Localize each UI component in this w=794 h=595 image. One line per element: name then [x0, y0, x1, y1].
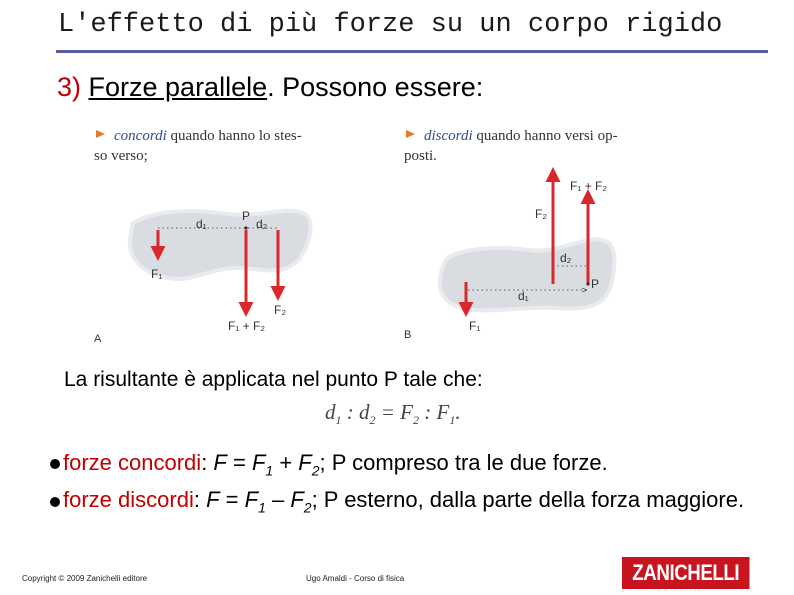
panel-b-label-f2: F₂: [535, 207, 547, 221]
panel-a-label-sum: F₁ + F₂: [228, 319, 266, 333]
formula-end: .: [455, 400, 461, 424]
sym-sub2: 2: [311, 462, 320, 479]
panel-a: [88, 128, 388, 348]
formula-f2: F: [400, 400, 413, 424]
panel-b-caption-marker-icon: [406, 130, 415, 138]
sym-f: F: [206, 487, 220, 513]
sym-sub2: 2: [303, 499, 312, 516]
resultant-statement: La risultante è applicata nel punto P tale che:: [64, 368, 483, 391]
course-footer: Ugo Amaldi - Corso di fisica: [306, 574, 405, 583]
panel-b-corner-label: B: [404, 329, 412, 341]
sym-sub1: 1: [265, 462, 274, 479]
title-underline: [56, 50, 768, 53]
bullet-dot-icon: [50, 459, 60, 469]
sym-eq: =: [219, 487, 245, 513]
panel-b-caption-line2: posti.: [404, 148, 437, 164]
panel-b-label-d2: d₂: [560, 251, 572, 265]
bullet-dot-icon: [50, 497, 60, 507]
parallel-forces-figure: [88, 118, 668, 348]
sym-plus: +: [273, 450, 299, 475]
panel-a-caption-marker-icon: [96, 130, 105, 138]
sym-f2: F: [298, 450, 312, 475]
panel-a-label-f2: F₂: [274, 303, 286, 317]
bullet-discordi-rest: ; P esterno, dalla parte della forza maggiore.: [311, 487, 745, 513]
panel-a-label-p: P: [242, 209, 251, 223]
bullet-concordi-rest: ; P compreso tra le due forze.: [319, 450, 608, 475]
sym-f1: F: [251, 450, 266, 475]
bullet-list: [50, 448, 770, 523]
bullet-concordi-formula: [213, 450, 320, 479]
formula-sub2: 2: [369, 413, 376, 428]
panel-b-caption-em: discordi: [424, 128, 473, 144]
panel-a-caption-rest: quando hanno lo stes-: [166, 128, 302, 144]
formula-eq: =: [375, 400, 401, 424]
panel-a-label-d1: d₁: [196, 217, 207, 231]
sym-f: F: [213, 450, 227, 475]
zanichelli-logo: ZANICHELLI: [622, 557, 750, 589]
section-heading: [57, 72, 483, 103]
formula-colon1: :: [341, 400, 359, 424]
formula-sub1: 1: [335, 413, 342, 428]
panel-a-point-p: [244, 226, 247, 229]
bullet-discordi: [50, 485, 770, 522]
formula-colon2: :: [419, 400, 437, 424]
sym-eq: =: [226, 450, 252, 475]
sym-f2: F: [290, 487, 304, 513]
bullet-discordi-label: forze discordi: [63, 487, 194, 513]
formula-fsub1: 1: [449, 413, 456, 428]
section-heading-rest: . Possono essere:: [267, 72, 484, 102]
ratio-formula: [325, 400, 461, 428]
bullet-discordi-formula: [206, 487, 312, 516]
panel-b-label-f1: F₁: [469, 319, 481, 333]
panel-a-label-d2: d₂: [256, 217, 268, 231]
panel-b: [404, 128, 618, 341]
section-number: 3): [57, 72, 89, 102]
formula-d1: d: [325, 400, 336, 424]
panel-a-corner-label: A: [94, 333, 102, 345]
panel-a-label-f1: F₁: [151, 267, 163, 281]
bullet-concordi: [50, 448, 770, 485]
bullet-concordi-sep: :: [201, 450, 214, 475]
panel-b-label-d1: d₁: [518, 289, 529, 303]
svg-text:concordi quando hanno lo stes-: [114, 128, 302, 144]
svg-text:discordi quando hanno versi op: [424, 128, 618, 144]
sym-minus: –: [265, 487, 291, 513]
formula-fsub2: 2: [413, 413, 419, 428]
sym-f1: F: [244, 487, 259, 513]
panel-b-caption-rest: quando hanno versi op-: [472, 128, 618, 144]
panel-b-point-p: [586, 282, 589, 285]
panel-b-label-p: P: [591, 277, 600, 291]
bullet-discordi-sep: :: [193, 487, 207, 513]
slide-title: L'effetto di più forze su un corpo rigido: [58, 10, 723, 40]
panel-b-label-sum: F₁ + F₂: [570, 179, 608, 193]
panel-a-caption-em: concordi: [114, 128, 167, 144]
panel-a-caption-line2: so verso;: [94, 148, 148, 164]
copyright-footer: Copyright © 2009 Zanichelli editore: [22, 574, 148, 583]
section-topic: Forze parallele: [88, 72, 268, 102]
formula-d2: d: [359, 400, 370, 424]
formula-f1: F: [436, 400, 450, 424]
sym-sub1: 1: [258, 499, 266, 516]
bullet-concordi-label: forze concordi: [63, 450, 202, 475]
